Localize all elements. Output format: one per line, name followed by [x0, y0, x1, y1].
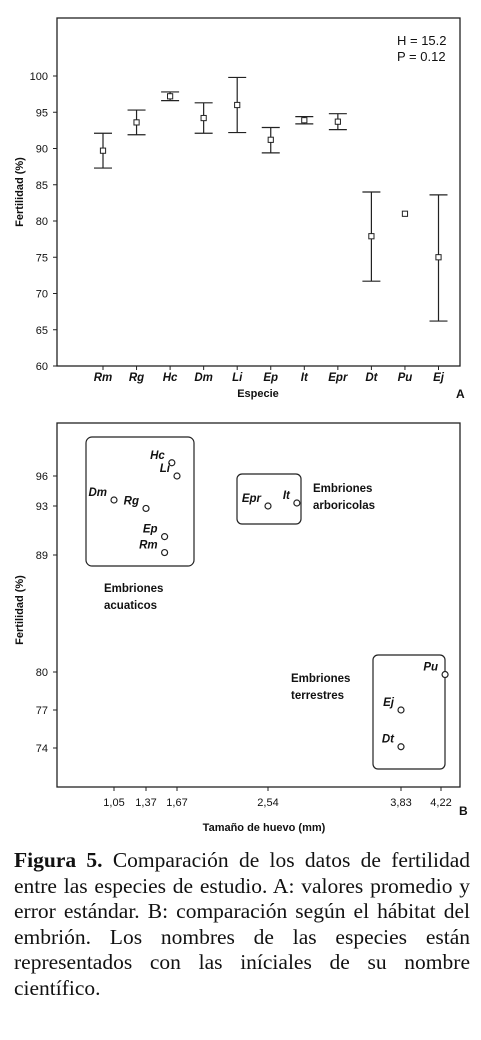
- caption-title: Figura 5.: [14, 848, 103, 872]
- mean-marker-rm: [100, 148, 105, 153]
- panel-a-x-tick-label-rg: Rg: [128, 372, 145, 384]
- point-rg: [143, 505, 149, 511]
- group-label-aquatic-1: Embriones: [104, 583, 164, 595]
- panel-b-x-tick-label-2: 1,67: [166, 797, 188, 809]
- panel-b-y-axis-label: Fertilidad (%): [14, 575, 26, 645]
- panel-a-x-tick-label-ej: Ej: [433, 372, 444, 384]
- panel-b-x-tick-label-0: 1,05: [103, 797, 125, 809]
- group-label-aquatic-2: acuaticos: [104, 600, 158, 612]
- point-label-ej: Ej: [383, 697, 394, 709]
- panel-b-x-axis-label: Tamaño de huevo (mm): [202, 822, 326, 834]
- mean-marker-ep: [268, 137, 273, 142]
- mean-marker-hc: [168, 94, 173, 99]
- panel-b-x-axis: [103, 787, 451, 809]
- mean-marker-epr: [335, 119, 340, 124]
- panel-a: [14, 18, 465, 401]
- point-it: [294, 500, 300, 506]
- mean-marker-dm: [201, 115, 206, 120]
- point-li: [174, 473, 180, 479]
- panel-a-y-tick-label-85: 85: [35, 179, 48, 192]
- panel-a-x-axis-label: Especie: [237, 388, 279, 400]
- panel-b-y-tick-label-96: 96: [35, 471, 48, 483]
- group-label-arboreal-1: Embriones: [313, 483, 373, 495]
- mean-marker-it: [302, 118, 307, 123]
- mean-marker-rg: [134, 120, 139, 125]
- group-label-terrestrial-1: Embriones: [291, 673, 351, 685]
- panel-b-y-tick-label-93: 93: [35, 501, 48, 513]
- panel-a-y-tick-label-65: 65: [35, 324, 48, 337]
- panel-b-x-tick-label-4: 3,83: [390, 797, 412, 809]
- point-epr: [265, 503, 271, 509]
- panel-a-y-tick-label-90: 90: [35, 143, 48, 156]
- mean-marker-ej: [436, 255, 441, 260]
- point-label-epr: Epr: [241, 493, 261, 505]
- panel-a-y-tick-label-70: 70: [35, 288, 48, 301]
- panel-b-label: B: [459, 804, 468, 818]
- point-pu: [442, 672, 448, 678]
- point-dm: [111, 497, 117, 503]
- point-label-pu: Pu: [423, 661, 439, 674]
- panel-a-x-tick-label-dm: Dm: [194, 372, 213, 384]
- panel-a-x-axis: [94, 366, 445, 384]
- panel-b-x-tick-label-3: 2,54: [257, 797, 279, 809]
- panel-a-x-tick-label-dt: Dt: [365, 372, 378, 384]
- panel-a-y-tick-label-100: 100: [29, 71, 48, 83]
- group-label-terrestrial-2: terrestres: [291, 690, 345, 702]
- panel-a-label: A: [456, 387, 465, 401]
- panel-b-x-tick-label-1: 1,37: [135, 797, 157, 809]
- panel-a-x-tick-label-it: It: [300, 372, 308, 384]
- panel-a-y-tick-label-60: 60: [35, 361, 48, 373]
- panel-a-x-tick-label-li: Li: [232, 372, 243, 384]
- mean-marker-pu: [402, 211, 407, 216]
- panel-a-x-tick-label-rm: Rm: [93, 372, 113, 384]
- panel-b-y-tick-label-74: 74: [35, 743, 48, 755]
- panel-a-y-tick-label-75: 75: [35, 252, 48, 265]
- figure-caption: [14, 848, 470, 1001]
- point-label-rg: Rg: [123, 495, 139, 508]
- panel-a-y-axis-label: Fertilidad (%): [14, 157, 26, 227]
- point-ep: [162, 534, 168, 540]
- point-rm: [162, 550, 168, 556]
- panel-b-y-axis: [36, 471, 57, 755]
- panel-a-y-tick-label-95: 95: [35, 107, 48, 120]
- panel-a-annotation-h: H = 15.2: [397, 33, 447, 48]
- panel-a-x-tick-label-hc: Hc: [162, 372, 178, 384]
- panel-a-x-tick-label-ep: Ep: [263, 372, 279, 384]
- panel-b-y-tick-label-89: 89: [35, 550, 48, 562]
- group-label-arboreal-2: arboricolas: [313, 500, 375, 512]
- mean-marker-dt: [369, 234, 374, 239]
- panel-b-y-tick-label-80: 80: [35, 667, 48, 679]
- panel-b-y-tick-label-77: 77: [35, 705, 48, 717]
- point-label-li: Li: [159, 463, 170, 475]
- panel-a-x-tick-label-epr: Epr: [328, 372, 348, 384]
- point-label-dm: Dm: [88, 487, 107, 499]
- point-label-ep: Ep: [142, 523, 158, 536]
- panel-a-marks: [94, 77, 448, 321]
- mean-marker-li: [235, 102, 240, 107]
- point-label-hc: Hc: [150, 449, 165, 462]
- point-label-rm: Rm: [139, 539, 158, 552]
- panel-a-y-tick-label-80: 80: [35, 216, 48, 228]
- caption-body: Comparación de los datos de fertilidad entre las especies de estudio. A: valores promedio y error estándar. B: comparación según el hábitat del embrión. Los nombres de las especies están representados con las iníciales de su nombre científico.: [14, 848, 470, 1000]
- point-dt: [398, 744, 404, 750]
- panel-a-annotation-p: P = 0.12: [397, 49, 446, 64]
- panel-b: [14, 423, 468, 834]
- point-label-it: It: [282, 490, 290, 502]
- panel-a-x-tick-label-pu: Pu: [397, 372, 413, 384]
- panel-b-x-tick-label-5: 4,22: [430, 797, 452, 809]
- point-label-dt: Dt: [381, 733, 394, 746]
- point-ej: [398, 707, 404, 713]
- panel-a-y-axis: [30, 71, 57, 373]
- panel-a-plot-frame: [57, 18, 460, 366]
